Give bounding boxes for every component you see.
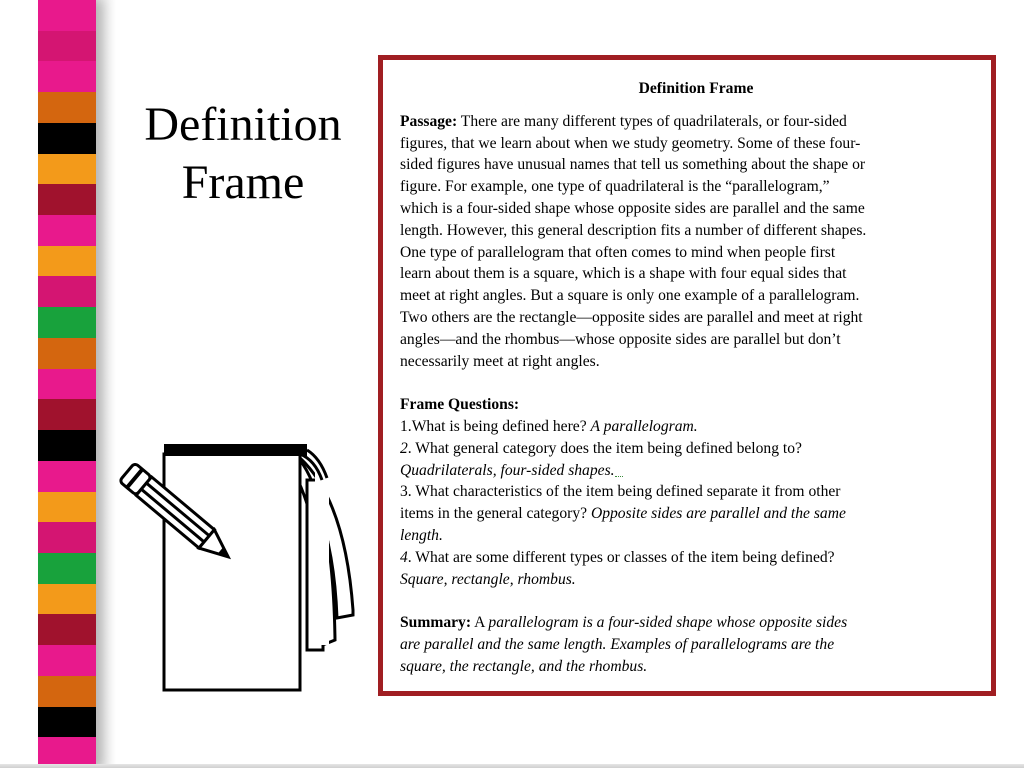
question-3-line-3	[400, 525, 972, 547]
slide-bottom-edge	[0, 764, 1024, 768]
decorative-stripe-bar	[38, 0, 96, 768]
question-2-answer-line	[400, 460, 972, 482]
passage-line: sided figures have unusual names that tell us something about the shape or	[400, 156, 866, 174]
slide-title	[118, 96, 368, 212]
stripe-band	[38, 276, 96, 307]
frame-questions-section	[400, 394, 972, 590]
question-number: 4	[400, 548, 408, 566]
question-1	[400, 416, 972, 438]
slide-title-line-2: Frame	[181, 156, 305, 209]
stripe-bar-shadow	[96, 0, 116, 768]
summary-text: square, the rectangle, and the rhombus.	[400, 657, 648, 675]
question-answer: Quadrilaterals, four-sided shapes.	[400, 461, 615, 479]
question-2	[400, 438, 972, 460]
question-number: 2	[400, 439, 408, 457]
passage-line: figure. For example, one type of quadrilateral is the “parallelogram,”	[400, 178, 830, 196]
spellcheck-mark	[615, 470, 623, 477]
question-number: 3	[400, 483, 408, 501]
stripe-band	[38, 307, 96, 338]
stripe-band	[38, 61, 96, 92]
passage-line: One type of parallelogram that often comes to mind when people first	[400, 243, 836, 261]
question-4-answer-line	[400, 569, 972, 591]
stripe-band	[38, 553, 96, 584]
summary-text: parallelogram is a four-sided shape whose opposite sides	[488, 614, 848, 632]
passage-line: necessarily meet at right angles.	[400, 352, 600, 370]
stripe-band	[38, 215, 96, 246]
stripe-band	[38, 369, 96, 400]
stripe-band	[38, 614, 96, 645]
stripe-band	[38, 31, 96, 62]
question-answer: length.	[400, 526, 443, 544]
question-answer: Opposite sides are parallel and the same	[590, 505, 846, 523]
definition-frame-box	[378, 55, 996, 696]
stripe-band	[38, 707, 96, 738]
passage-line: length. However, this general description fits a number of different shapes.	[400, 221, 867, 239]
passage-line: angles—and the rhombus—whose opposite sides are parallel but don’t	[400, 330, 841, 348]
stripe-band	[38, 0, 96, 31]
question-text: items in the general category?	[400, 505, 591, 523]
passage-line: which is a four-sided shape whose opposite sides are parallel and the same	[400, 199, 865, 217]
stripe-band	[38, 492, 96, 523]
summary-lead: A	[471, 614, 489, 632]
question-text: What is being defined here?	[411, 417, 591, 435]
passage-line: figures, that we learn about when we study geometry. Some of these four-	[400, 134, 861, 152]
passage-section	[400, 111, 972, 373]
stripe-band	[38, 645, 96, 676]
stripe-band	[38, 338, 96, 369]
summary-text: are parallel and the same length. Examples of parallelograms are the	[400, 635, 835, 653]
stripe-band	[38, 123, 96, 154]
slide-title-line-1: Definition	[144, 98, 342, 151]
stripe-band	[38, 584, 96, 615]
passage-line: meet at right angles. But a square is only one example of a parallelogram.	[400, 287, 860, 305]
summary-section	[400, 612, 972, 677]
stripe-band	[38, 676, 96, 707]
frame-heading: Definition Frame	[638, 80, 754, 97]
stripe-band	[38, 154, 96, 185]
stripe-band	[38, 461, 96, 492]
question-text: . What characteristics of the item being defined separate it from other	[407, 483, 841, 501]
question-3	[400, 481, 972, 503]
question-number: 1.	[400, 417, 412, 435]
frame-questions-label: Frame Questions:	[400, 396, 520, 414]
stripe-band	[38, 92, 96, 123]
summary-label: Summary:	[400, 614, 472, 632]
passage-line: learn about them is a square, which is a shape with four equal sides that	[400, 265, 847, 283]
passage-line: There are many different types of quadrilaterals, or four-sided	[460, 112, 847, 130]
question-text: . What are some different types or classes of the item being defined?	[407, 548, 835, 566]
stripe-band	[38, 399, 96, 430]
stripe-band	[38, 430, 96, 461]
question-3-line-2	[400, 503, 972, 525]
notepad-pencil-icon	[115, 440, 365, 700]
question-text: . What general category does the item being defined belong to?	[407, 439, 802, 457]
question-answer: A parallelogram.	[590, 417, 698, 435]
definition-frame-content	[400, 78, 972, 678]
stripe-band	[38, 522, 96, 553]
question-answer: Square, rectangle, rhombus.	[400, 570, 576, 588]
passage-line: Two others are the rectangle—opposite sides are parallel and meet at right	[400, 308, 863, 326]
question-4	[400, 547, 972, 569]
stripe-band	[38, 246, 96, 277]
stripe-band	[38, 184, 96, 215]
passage-label: Passage:	[400, 112, 458, 130]
